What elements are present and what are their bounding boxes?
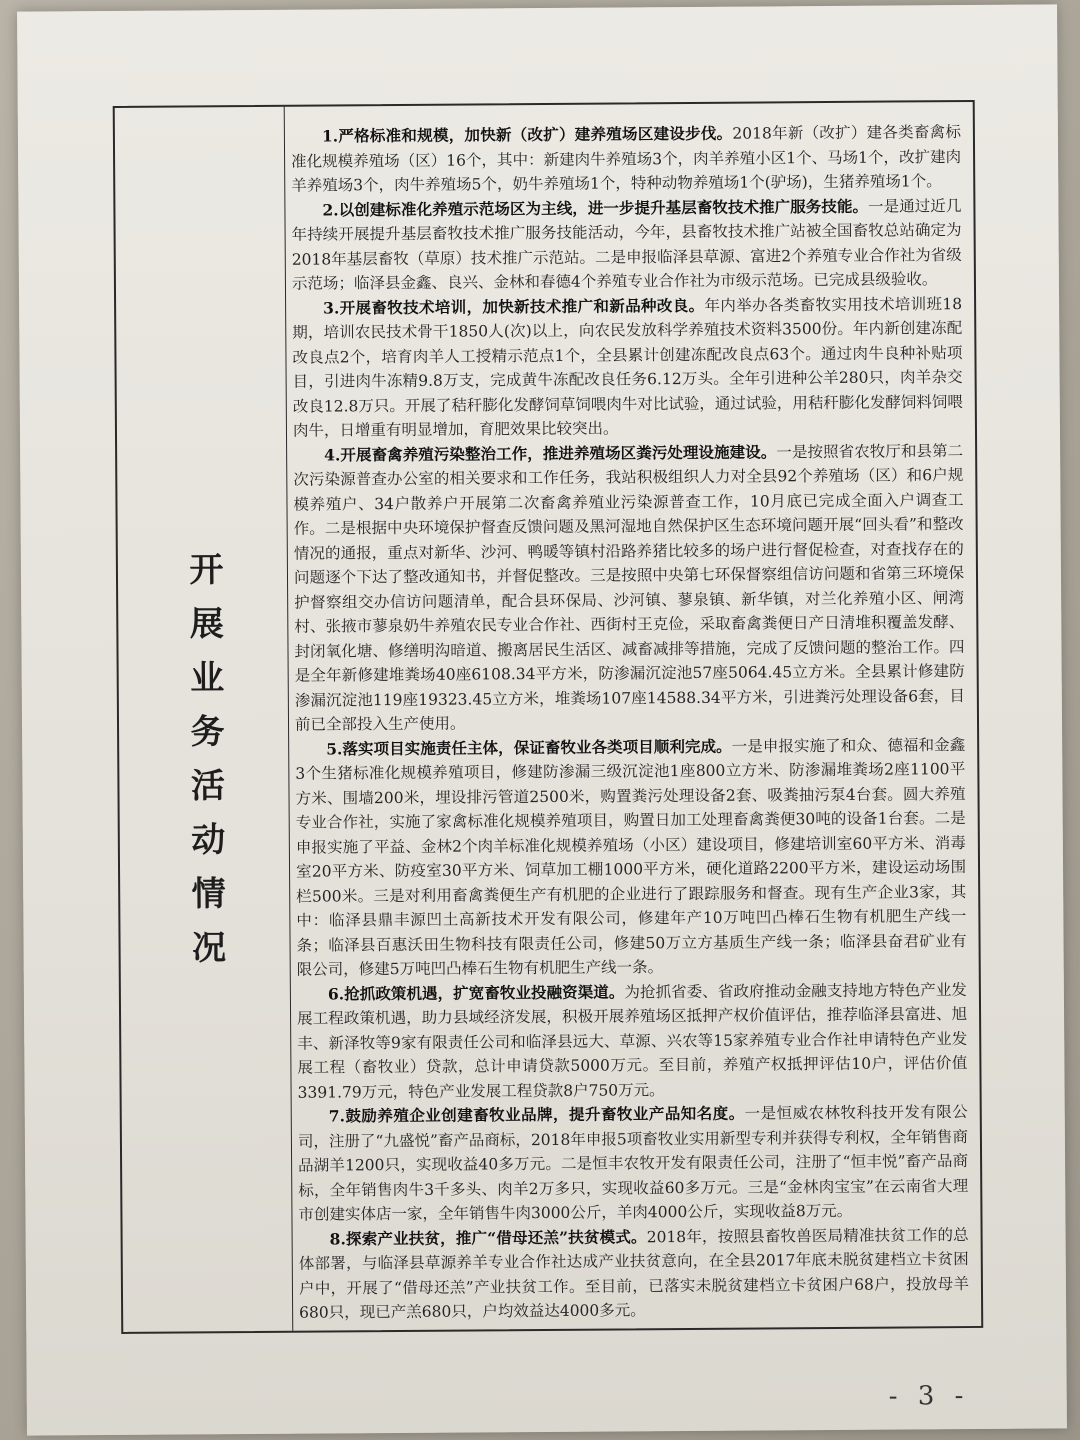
page-number: - 3 - (888, 1381, 970, 1412)
section-label: 开展业务活动情况 (182, 551, 226, 984)
paragraph-body: 一是通过近几年持续开展提升基层畜牧技术推广服务技能活动，今年，县畜牧技术推广站被全国畜牧总站确定为2018年基层畜牧（草原）技术推广示范站。二是申报临泽县草源、富进2个养殖专业合作社为省级示范场；临泽县金鑫、良兴、金林和春德4个养殖专业合作社为市级示范场。已完成县级验收。 (291, 196, 962, 293)
paragraph-1 (291, 120, 961, 198)
paragraph-4 (293, 439, 965, 738)
paragraph-body: 一是按照省农牧厅和县第二次污染源普查办公室的相关要求和工作任务，我站积极组织人力对全县92个养殖场（区）和6户规模养殖户、34户散养户开展第二次畜禽养殖业污染源普查工作，10月底已完成全面入户调查工作。二是根据中央环境保护督查反馈问题及黑河湿地自然保护区生态环境问题开展“回头看”和整改情况的通报，重点对新华、沙河、鸭暖等镇村沿路养猪比较多的场户进行督促检查，对查找存在的问题逐个下达了整改通知书，并督促整改。三是按照中央第七环保督察组信访问题和省第三环境保护督察组交办信访问题清单，配合县环保局、沙河镇、蓼泉镇、新华镇，对兰化养殖小区、闸湾村、张掖市蓼泉奶牛养殖农民专业合作社、西街村王克俭，采取畜禽粪便日产日清堆积覆盖发酵、封闭氧化塘、修缮明沟暗道、搬离居民生活区、减畜减排等措施，完成了反馈问题的整治工作。四是全年新修建堆粪场40座6108.34平方米，防渗漏沉淀池57座5064.45立方米。全县累计修建防渗漏沉淀池119座19323.45立方米，堆粪场107座14588.34平方米，引进粪污处理设备6套，目前已全部投入生产使用。 (293, 441, 965, 734)
paragraph-body: 2018年，按照县畜牧兽医局精准扶贫工作的总体部署，与临泽县草源养羊专业合作社达成产业扶贫意向，在全县2017年底未脱贫建档立卡贫困户中，开展了“借母还羔”产业扶贫工作。至目前，已落实未脱贫建档立卡贫困户68户，投放母羊680只，现已产羔680只，户均效益达4000多元。 (298, 1225, 970, 1322)
table-frame (113, 100, 984, 1334)
paragraph-6 (297, 978, 968, 1105)
paragraph-8 (299, 1223, 970, 1326)
paragraph-body: 2018年新（改扩）建各类畜禽标准化规模养殖场（区）16个，其中：新建肉牛养殖场3个，肉羊养殖小区1个、马场1个，改扩建肉羊养殖场3个，肉牛养殖场5个，奶牛养殖场1个，特种动物养殖场1个(驴场)，生猪养殖场1个。 (291, 123, 962, 195)
paragraph-3 (292, 292, 963, 444)
paragraph-body: 一是恒威农林牧科技开发有限公司，注册了“九盛悦”畜产品商标，2018年申报5项畜牧业实用新型专利并获得专利权，全年销售商品湖羊1200只，实现收益40多万元。二是恒丰农牧开发有限责任公司，注册了“恒丰悦”畜产品商标，全年销售肉牛3千多头、肉羊2万多只，实现收益60多万元。三是“金林肉宝宝”在云南省大理市创建实体店一家，全年销售牛肉3000公斤，羊肉4000公斤，实现收益8万元。 (297, 1103, 969, 1224)
document-page (17, 4, 1067, 1435)
paragraph-body: 一是申报实施了和众、德福和金鑫3个生猪标准化规模养殖项目，修建防渗漏三级沉淀池1座800立方米、防渗漏堆粪场2座1100平方米、围墙200米，埋设排污管道2500米，购置粪污处理设备2套、吸粪抽污泵4台套。圆大养殖专业合作社，实施了家禽标准化规模养殖项目，购置日加工处理畜禽粪便30吨的设备1台套。二是申报实施了平益、金林2个肉羊标准化规模养殖场（小区）建设项目，修建培训室60平方米、消毒室20平方米、防疫室30平方米、饲草加工棚1000平方米，硬化道路2200平方米，建设运动场围栏500米。三是对利用畜禽粪便生产有机肥的企业进行了跟踪服务和督查。现有生产企业3家，其中：临泽县鼎丰源凹土高新技术开发有限公司，修建年产10万吨凹凸棒石生物有机肥生产线一条；临泽县百惠沃田生物科技有限责任公司，修建50万立方基质生产线一条；临泽县奋君矿业有限公司，修建5万吨凹凸棒石生物有机肥生产线一条。 (295, 735, 967, 979)
paragraph-heading: 3.开展畜牧技术培训，加快新技术推广和新品种改良。 (323, 295, 705, 318)
paragraph-5 (295, 733, 967, 983)
paragraph-heading: 7.鼓励养殖企业创建畜牧业品牌，提升畜牧业产品知名度。 (328, 1103, 745, 1126)
paragraph-2 (291, 194, 962, 297)
paragraph-heading: 4.开展畜禽养殖污染整治工作，推进养殖场区粪污处理设施建设。 (324, 441, 777, 465)
section-label-cell (115, 107, 294, 1332)
paragraph-body: 为抢抓省委、省政府推动金融支持地方特色产业发展工程政策机遇，助力县域经济发展，积极开展养殖场区抵押产权价值评估，推荐临泽县富进、旭丰、新泽牧等9家有限责任公司和临泽县远大、草源、兴农等15家养殖专业合作社申请特色产业发展工程（畜牧业）贷款，总计申请贷款5000万元。至目前，养殖产权抵押评估10户，评估价值3391.79万元，特色产业发展工程贷款8户750万元。 (297, 980, 968, 1102)
paragraph-heading: 2.以创建标准化养殖示范场区为主线，进一步提升基层畜牧技术推广服务技能。 (322, 196, 869, 220)
paragraph-body: 年内举办各类畜牧实用技术培训班18期，培训农民技术骨干1850人(次)以上，向农民发放科学养殖技术资料3500份。年内新创建冻配改良点2个，培育肉羊人工授精示范点1个，全县累计创建冻配改良点63个。通过肉牛良种补贴项目，引进肉牛冻精9.8万支，完成黄牛冻配改良任务6.12万头。全年引进种公羊280只，肉羊杂交改良12.8万只。开展了秸秆膨化发酵饲草饲喂肉牛对比试验，通过试验，用秸秆膨化发酵饲料饲喂肉牛，日增重有明显增加，育肥效果比较突出。 (292, 294, 963, 440)
paragraph-heading: 5.落实项目实施责任主体，保证畜牧业各类项目顺利完成。 (326, 736, 732, 759)
paragraph-7 (298, 1100, 969, 1227)
content-cell (291, 120, 969, 1325)
paragraph-heading: 8.探索产业扶贫，推广“借母还羔”扶贫模式。 (329, 1226, 647, 1248)
paragraph-heading: 6.抢抓政策机遇，扩宽畜牧业投融资渠道。 (327, 981, 625, 1004)
paragraph-heading: 1.严格标准和规模，加快新（改扩）建养殖场区建设步伐。 (321, 123, 733, 146)
